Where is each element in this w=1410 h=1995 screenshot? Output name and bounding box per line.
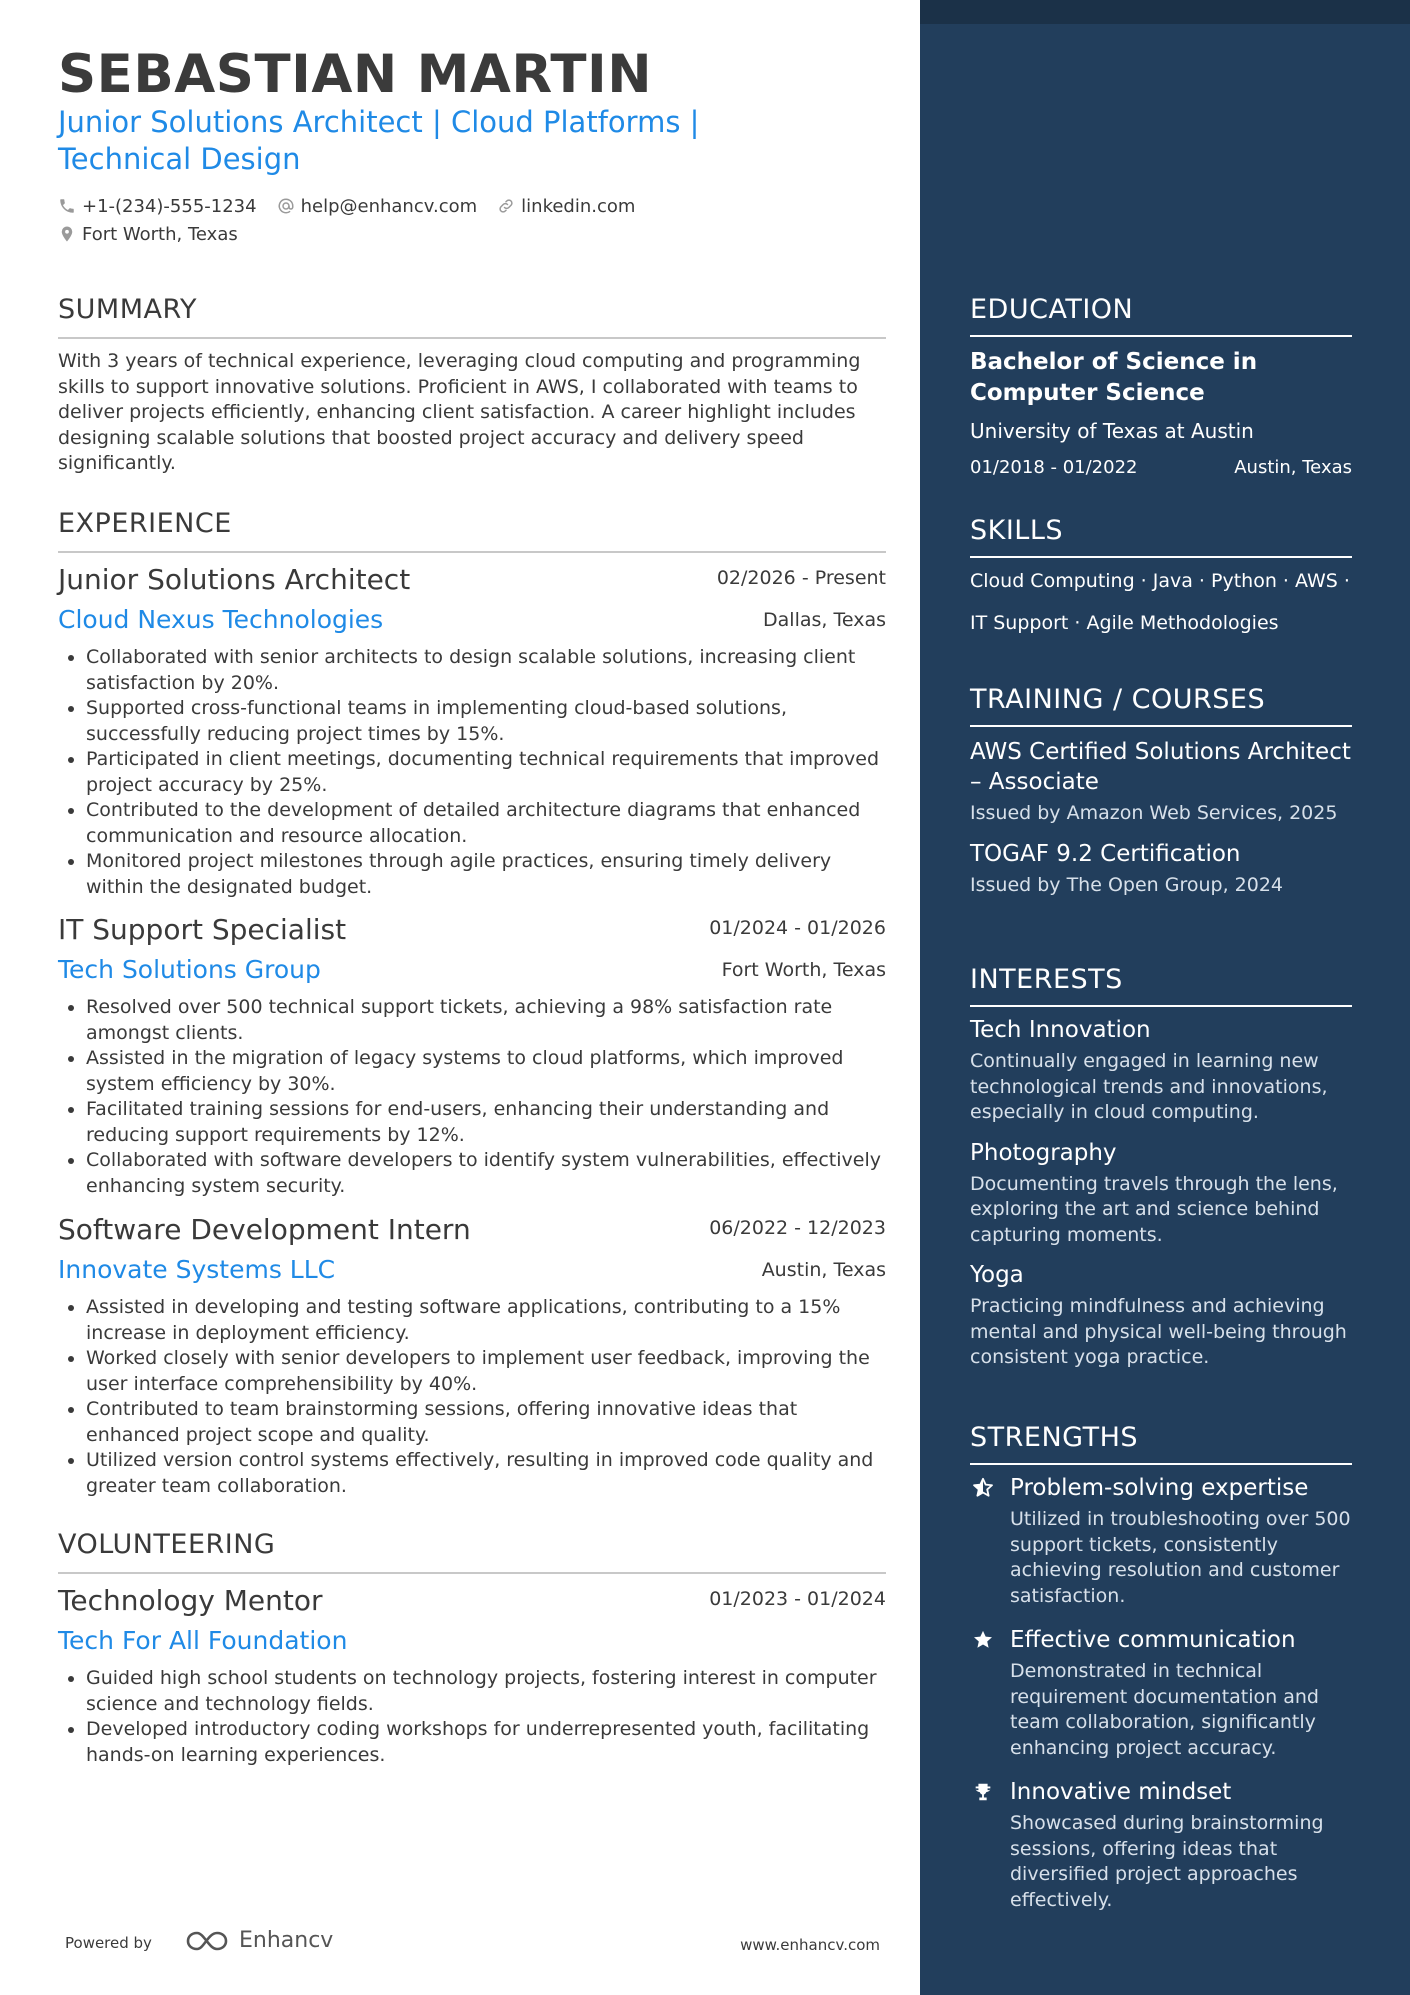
strength-item — [970, 1473, 1352, 1609]
interest-desc: Practicing mindfulness and achieving mental and physical well-being through consistent yoga practice. — [970, 1295, 1347, 1368]
section-title: TRAINING / COURSES — [970, 684, 1266, 715]
footer-site-link[interactable]: www.enhancv.com — [740, 1936, 880, 1954]
job-entry — [58, 913, 886, 1199]
strength-desc: Demonstrated in technical requirement documentation and team collaboration, significantly enhancing project accuracy. — [1010, 1660, 1319, 1759]
divider — [970, 1463, 1352, 1465]
interest-name: Yoga — [970, 1262, 1024, 1288]
trophy-icon — [972, 1781, 994, 1803]
bullet-item: • Resolved over 500 technical support tickets, achieving a 98% satisfaction rate amongst clients. — [86, 995, 886, 1046]
section-title: SKILLS — [970, 515, 1064, 546]
education-dates: 01/2018 - 01/2022 — [970, 457, 1138, 478]
company-name: Tech Solutions Group — [58, 955, 321, 984]
section-title: STRENGTHS — [970, 1422, 1139, 1453]
divider — [58, 1572, 886, 1574]
company-name: Innovate Systems LLC — [58, 1255, 336, 1284]
divider — [58, 551, 886, 553]
sidebar — [920, 0, 1410, 1995]
education-school: University of Texas at Austin — [970, 419, 1254, 443]
contact-phone — [58, 196, 257, 217]
bullet-item: • Utilized version control systems effectively, resulting in improved code quality and greater team collaboration. — [86, 1448, 886, 1499]
training-item — [970, 839, 1352, 899]
bullet-list — [58, 645, 886, 900]
brand-name: Enhancv — [239, 1928, 334, 1953]
email-link[interactable]: help@enhancv.com — [300, 195, 478, 217]
interest-name: Photography — [970, 1139, 1117, 1166]
volunteering-section — [58, 1528, 886, 1574]
summary-section — [58, 293, 886, 477]
job-entry — [58, 1213, 886, 1499]
job-location: Dallas, Texas — [763, 609, 886, 631]
job-date: 06/2022 - 12/2023 — [709, 1217, 886, 1239]
training-item — [970, 737, 1352, 827]
skills-line: Cloud Computing · Java · Python · AWS · — [970, 570, 1350, 592]
section-title: VOLUNTEERING — [58, 1529, 276, 1560]
education-section — [970, 293, 1352, 485]
section-title: INTERESTS — [970, 964, 1123, 995]
bullet-item: • Assisted in the migration of legacy systems to cloud platforms, which improved system efficiency by 30%. — [86, 1046, 886, 1097]
interests-section — [970, 963, 1352, 1371]
divider — [970, 1005, 1352, 1007]
experience-section — [58, 507, 886, 553]
interest-item — [970, 1138, 1352, 1249]
star-icon — [972, 1629, 994, 1651]
training-name: AWS Certified Solutions Architect – Associate — [970, 739, 1351, 795]
at-icon — [277, 197, 295, 215]
strength-name: Innovative mindset — [1010, 1779, 1232, 1805]
strength-name: Problem-solving expertise — [1010, 1475, 1309, 1501]
education-location: Austin, Texas — [1234, 457, 1352, 478]
education-degree: Bachelor of Science in Computer Science — [970, 349, 1258, 406]
bullet-item: • Participated in client meetings, documenting technical requirements that improved project accuracy by 25%. — [86, 747, 886, 798]
sidebar-top-bar — [920, 0, 1410, 24]
training-section — [970, 683, 1352, 898]
bullet-item: • Developed introductory coding workshops for underrepresented youth, facilitating hands-on learning experiences. — [86, 1717, 886, 1768]
bullet-item: • Facilitated training sessions for end-users, enhancing their understanding and reducing support requirements by 12%. — [86, 1097, 886, 1148]
bullet-list — [58, 995, 886, 1199]
strength-desc: Utilized in troubleshooting over 500 support tickets, consistently achieving resolution and customer satisfaction. — [1010, 1508, 1351, 1607]
volunteer-date: 01/2023 - 01/2024 — [709, 1588, 886, 1610]
bullet-item: • Contributed to team brainstorming sessions, offering innovative ideas that enhanced project scope and quality. — [86, 1397, 886, 1448]
divider — [58, 337, 886, 339]
volunteer-org: Tech For All Foundation — [58, 1626, 348, 1655]
enhancv-logo[interactable] — [185, 1928, 333, 1953]
star-half-icon — [972, 1477, 994, 1499]
training-name: TOGAF 9.2 Certification — [970, 840, 1241, 867]
interest-desc: Documenting travels through the lens, exploring the art and science behind capturing moments. — [970, 1172, 1338, 1246]
job-location: Fort Worth, Texas — [721, 959, 886, 981]
strength-item — [970, 1625, 1352, 1761]
interest-name: Tech Innovation — [970, 1017, 1151, 1043]
bullet-item: • Assisted in developing and testing software applications, contributing to a 15% increase in deployment efficiency. — [86, 1295, 886, 1346]
bullet-item: • Supported cross-functional teams in implementing cloud-based solutions, successfully reducing project times by 15%. — [86, 696, 886, 747]
strength-name: Effective communication — [1010, 1627, 1296, 1653]
divider — [970, 725, 1352, 727]
link-icon — [497, 197, 515, 215]
powered-by-label: Powered by — [65, 1934, 152, 1952]
strength-desc: Showcased during brainstorming sessions, offering ideas that diversified project approaches effectively. — [1010, 1812, 1324, 1911]
job-title: Junior Solutions Architect — [58, 563, 411, 596]
summary-text: With 3 years of technical experience, leveraging cloud computing and programming skills to support innovative solutions. Proficient in AWS, I collaborated with teams to deliver projects efficiently, enhancing client satisfaction. A career highlight includes designing scalable solutions that boosted project accuracy and delivery speed significantly. — [58, 350, 861, 474]
skills-list — [970, 560, 1352, 644]
bullet-item: • Worked closely with senior developers to implement user feedback, improving the user interface comprehensibility by 40%. — [86, 1346, 886, 1397]
bullet-item: • Collaborated with software developers to identify system vulnerabilities, effectively enhancing system security. — [86, 1148, 886, 1199]
bullet-item: • Monitored project milestones through agile practices, ensuring timely delivery within the designated budget. — [86, 849, 886, 900]
headline: Junior Solutions Architect | Cloud Platforms | Technical Design — [58, 105, 700, 176]
interest-desc: Continually engaged in learning new technological trends and innovations, especially in cloud computing. — [970, 1050, 1328, 1123]
bullet-item: • Collaborated with senior architects to design scalable solutions, increasing client satisfaction by 20%. — [86, 645, 886, 696]
volunteer-role: Technology Mentor — [58, 1584, 323, 1617]
bullet-list — [58, 1295, 886, 1499]
job-entry — [58, 563, 886, 900]
training-issuer: Issued by The Open Group, 2024 — [970, 873, 1284, 896]
location-pin-icon — [58, 225, 76, 243]
volunteer-entry — [58, 1584, 886, 1768]
phone-text: +1-(234)-555-1234 — [82, 195, 257, 217]
bullet-list — [58, 1666, 886, 1768]
skills-line: IT Support · Agile Methodologies — [970, 612, 1279, 634]
job-location: Austin, Texas — [761, 1259, 886, 1281]
divider — [970, 556, 1352, 558]
job-date: 02/2026 - Present — [716, 567, 886, 589]
contact-location — [58, 224, 238, 245]
strengths-section — [970, 1421, 1352, 1913]
training-issuer: Issued by Amazon Web Services, 2025 — [970, 802, 1338, 824]
bullet-item: • Contributed to the development of detailed architecture diagrams that enhanced communication and resource allocation. — [86, 798, 886, 849]
job-date: 01/2024 - 01/2026 — [709, 917, 886, 939]
section-title: EXPERIENCE — [58, 508, 232, 539]
contact-email[interactable] — [277, 196, 478, 217]
company-name: Cloud Nexus Technologies — [58, 605, 384, 634]
section-title: EDUCATION — [970, 294, 1134, 325]
job-title: IT Support Specialist — [58, 913, 347, 946]
interest-item — [970, 1015, 1352, 1126]
linkedin-link[interactable]: linkedin.com — [521, 195, 636, 217]
footer — [65, 1930, 880, 1960]
section-title: SUMMARY — [58, 294, 197, 325]
contact-linkedin[interactable] — [497, 196, 635, 217]
strength-item — [970, 1777, 1352, 1913]
location-text: Fort Worth, Texas — [82, 223, 238, 245]
enhancv-logo-icon — [185, 1929, 231, 1953]
bullet-item: • Guided high school students on technology projects, fostering interest in computer science and technology fields. — [86, 1666, 886, 1717]
candidate-name: SEBASTIAN MARTIN — [58, 44, 653, 105]
skills-section — [970, 514, 1352, 644]
divider — [970, 335, 1352, 337]
phone-icon — [58, 197, 76, 215]
job-title: Software Development Intern — [58, 1213, 471, 1246]
contact-info — [58, 192, 655, 248]
interest-item — [970, 1260, 1352, 1371]
